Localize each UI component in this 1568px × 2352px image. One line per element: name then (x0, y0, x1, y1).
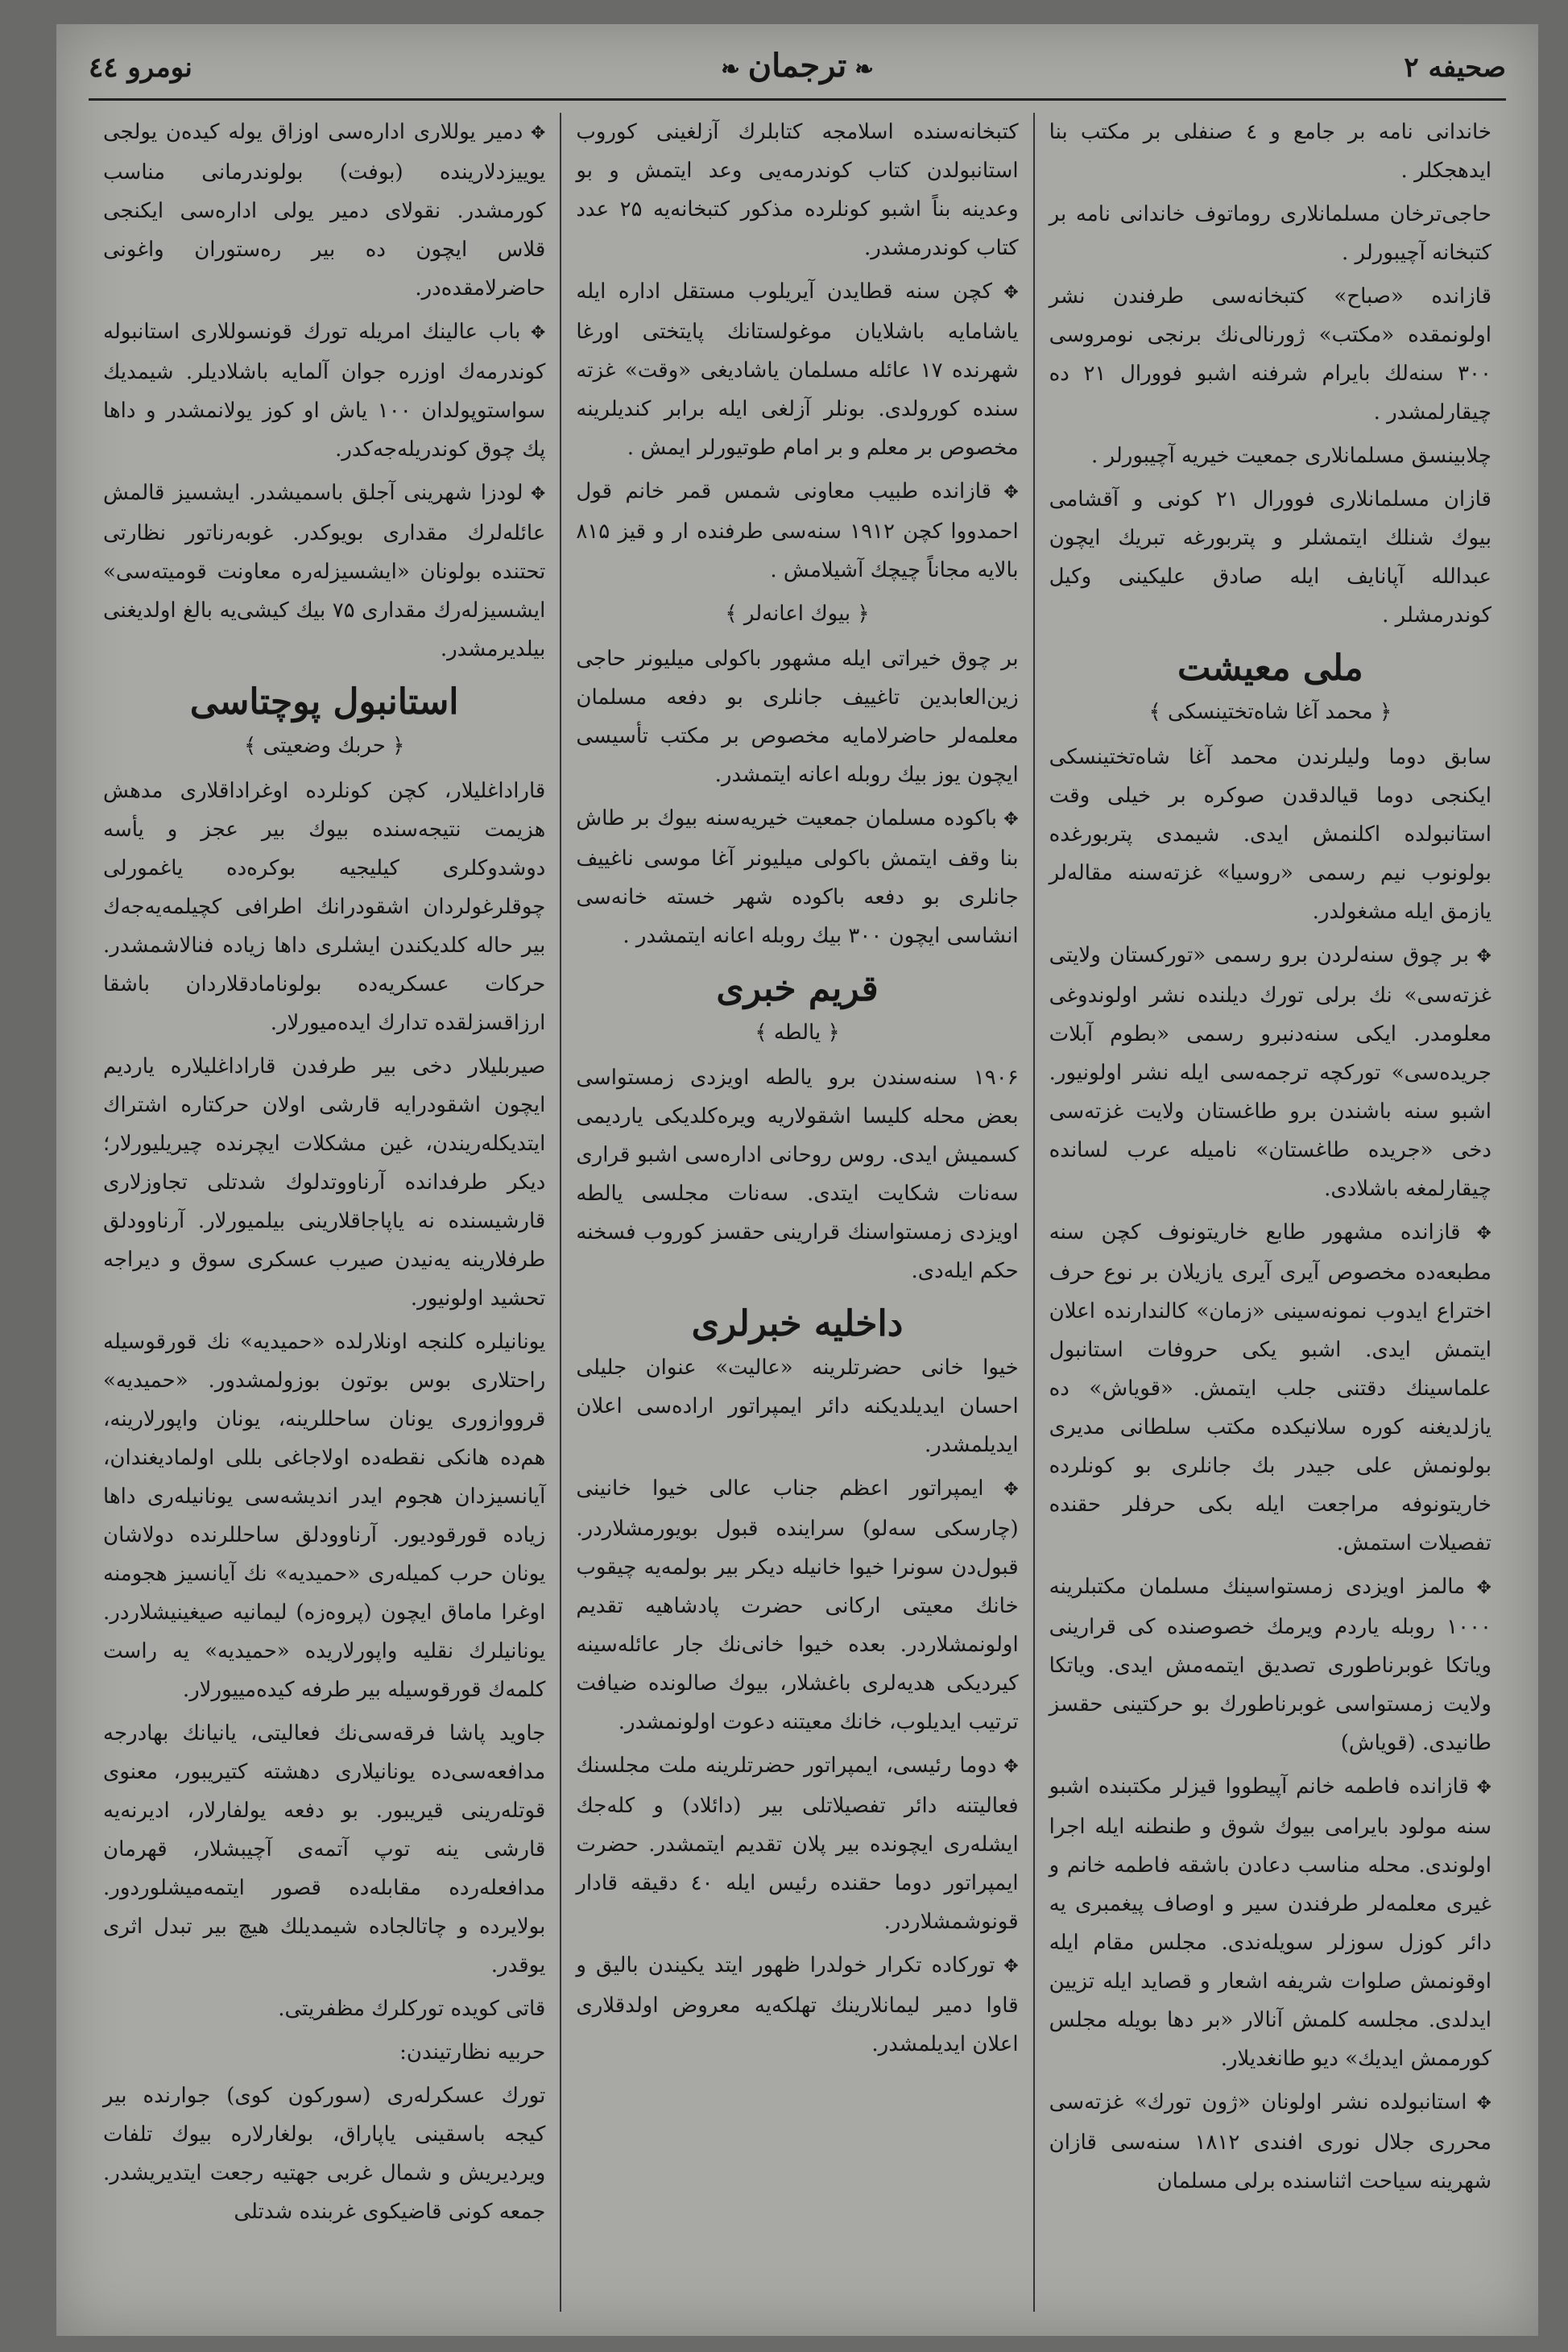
paragraph: قازانده «صباح» کتبخانه‌سی طرفندن نشر اولونمقده «مکتب» ژورنالی‌نك برنجی نومروسی ۳۰۰ سنه‌لك بایرام شرفنه اشبو فوورال ۲۱ ده چیقارلمشدر . (1049, 284, 1491, 424)
columns (89, 113, 1506, 2312)
byline: ﴿ حربك وضعیتی ﴾ (103, 727, 545, 765)
news-item: ✥ تورکاده تکرار خولدرا ظهور ایتد یکیندن بالیق و قاوا دمیر لیمانلارینك تهلکه‌یه معروض اولدقلاری اعلان ایدیلمشدر. (576, 1946, 1018, 2064)
page-number: صحیفه ۲ (1404, 52, 1506, 84)
byline: ﴿ محمد آغا شاه‌تختینسکی ﴾ (1049, 693, 1491, 731)
section-heading: قریم خبری (716, 968, 879, 1009)
news-item: ✥ بر چوق سنه‌لردن برو رسمی «تورکستان ولایتی غزته‌سی» نك برلی تورك دیلنده نشر اولوندوغی معلومدر. ایکی سنه‌دنبرو رسمی «بطوم آبلات جریده‌سی» تورکچه ترجمه‌سی ایله نشر اولونیور. اشبو سنه باشندن برو طاغستان ولایت غزته‌سی دخی «جریده طاغستان» نامیله عرب لسانده چیقارلمغه باشلادی. (1049, 936, 1491, 1208)
paragraph: خاندانی نامه بر جامع و ٤ صنفلی بر مکتب بنا ایدهجکلر . (1049, 120, 1491, 183)
paragraph: حاجی‌ترخان مسلمانلاری روماتوف خاندانی نامه بر کتبخانه آچیبورلر . (1049, 202, 1491, 265)
news-item: ✥ مالمز اویزدی زمستواسینك مسلمان مکتبلرینه ۱۰۰۰ روبله یاردم ویرمك خصوصنده کی قرارینی ویاتکا غوبرناطوری تصدیق ایتمه‌مش ایدی. ویاتکا ولایت زمستواسی غوبرناطورك بو حرکتینی حقسز طانیدی. (قویاش) (1049, 1567, 1491, 1762)
paragraph: قاتی کویده تورکلرك مظفریتی. (278, 1997, 546, 2021)
paragraph: بر چوق خیراتی ایله مشهور باکولی میلیونر حاجی زین‌العابدین تاغییف جانلری بو دفعه مسلمان معلمه‌لر حاضرلامایه مخصوص بر مکتب تأسیسی ایچون یوز بیك روبله اعانه ایتمشدر. (576, 647, 1019, 787)
news-item: ✥ دوما رئیسی، ایمپراتور حضرتلرینه ملت مجلسنك فعالیتنه دائر تفصیلاتلی بیر (دائلاد) و کله‌جك ایشله‌ری ایچونده بیر پلان تقدیم ایتمشدر. حضرت ایمپراتور دوما حقنده رئیس ایله ٤۰ دقیقه قادار قونوشمشلاردر. (576, 1746, 1018, 1941)
section-heading: داخلیه خبرلری (691, 1303, 904, 1344)
column-right (1035, 113, 1506, 2312)
newspaper-title: ❧ ترجمان ❧ (713, 47, 882, 85)
news-item: ✥ قازانده مشهور طابع خاریتونوف کچن سنه مطبعه‌ده مخصوص آیری آیری یازیلان بر نوع حرف اختراع ایدوب نمونه‌سینی «زمان» کالندارنده اعلان ایتمش ایدی. اشبو یکی حروفات استانبول علماسینك دقتنی جلب ایتمش. «قویاش» ده یازلدیغنه کوره سلانیکده مکتب سلطانی مدیری بولونمش علی جیدر بك جانلری بو کونلرده خاریتونوفه مراجعت ایله بکی حرفلر حقنده تفصیلات استمش. (1049, 1213, 1491, 1563)
byline: ﴿ بیوك اعانه‌لر ﴾ (576, 594, 1018, 633)
byline: ﴿ یالطه ﴾ (576, 1013, 1018, 1052)
paragraph: چلابینسق مسلمانلاری جمعیت خیریه آچیبورلر . (1090, 444, 1491, 468)
paragraph: جاوید پاشا فرقه‌سی‌نك فعالیتی، یانیانك بهادرجه مدافعه‌سی‌ده یونانیلاری دهشته کتیریبور، معنوی قوتله‌رینی قیریبور. بو دفعه یولفارلار، ادیرنه‌یه قارشی ینه توپ آتمه‌ی آچیبشلار، قهرمان مدافعله‌رده مقابله‌ده قصور ایتمه‌میشلوردور. بولایرده و چاتالجاده شیمدیلك هیچ بیر تبدل اثری یوقدر. (103, 1721, 546, 1977)
paragraph: کتبخانه‌سنده اسلامجه کتابلرك آزلغینی کوروب استانبولدن کتاب کوندرمه‌یی وعد ایتمش و بو وعدینه بناً اشبو کونلرده مذکور کتبخانه‌یه ۲۵ عدد کتاب کوندرمشدر. (576, 120, 1019, 260)
news-item: ✥ کچن سنه قطایدن آیریلوب مستقل اداره ایله یاشامایه باشلایان موغولستانك پایتختی اورغا شهرنده ۱۷ عائله مسلمان یاشادیغی «وقت» غزته سنده کورولدی. بونلر آزلغی ایله برابر کندیلرینه مخصوص بر معلم و بر امام طوتیورلر ایمش . (576, 272, 1018, 467)
news-item: ✥ قازانده فاطمه خانم آپیطووا قیزلر مکتبنده اشبو سنه مولود بایرامی بیوك شوق و طنطنه ایله اجرا اولوندی. محله مناسب دعادن باشقه فاطمه خانم و غیری معلمه‌لر طرفندن سیر و اوصاف پیغمبری یه دائر کوزل سوزلر سویله‌ندی. مجلس مقام ایله اوقونمش صلوات شریفه اشعار و قصاید ایله تزیین ایدلدی. مجلسه کلمش آنالار «بر دها بویله مجلس کورممش ایدیك» دیو طانغدیلار. (1049, 1767, 1491, 2078)
paragraph: تورك عسکرله‌ری (سوركون کوی) جوارنده بیر کیجه باسقینی یاپاراق، بولغارلاره بیوك تلفات ویردیریش و شمال غربی جهتیه رجعت ایتدیریشدر. جمعه کونی قاضیکوی غربنده شدتلی (103, 2084, 546, 2224)
paragraph: قاراداغلیلار، کچن کونلرده اوغراداقلاری مدهش هزیمت نتیجه‌سنده بیوك بیر عجز و یأسه دوشدوکلری کیلیجیه بوکره‌ده یاغمورلی چوقلرغولردان اشقودرانك اطرافی کچیلمه‌یه‌جه‌ك بیر حاله کلدیکندن ایشلری داها زیاده فنالاشمشدر. حرکات عسکریه‌ده بولونامادقلاردان باشقا ارزاقسزلقده تدارك ایده‌میورلار. (103, 779, 546, 1035)
column-middle (561, 113, 1034, 2312)
column-left (89, 113, 561, 2312)
newspaper-page (56, 24, 1538, 2336)
news-item: ✥ باکوده مسلمان جمعیت خیریه‌سنه بیوك بر طاش بنا وقف ایتمش باکولی میلیونر آغا موسی ناغییف جانلری بو دفعه باکوده شهر خسته خانه‌سی انشاسی ایچون ۳۰۰ بیك روبله اعانه ایتمشدر . (576, 799, 1018, 955)
news-item: ✥ باب عالینك امریله تورك قونسوللاری استانبوله کوندرمه‌ك اوزره جوان آلمایه باشلادیلر. شیمدیك سواستوپولدان ۱۰۰ یاش او کوز یولانمشدر و داها پك چوق کوندریله‌جه‌کدر. (103, 313, 545, 469)
paragraph: صیربلیلار دخی بیر طرفدن قاراداغلیلاره یاردیم ایچون اشقودرایه قارشی اولان حرکتاره اشتراك ایتدیکله‌ریندن، غین مشکلات ایچرنده چیریلیورلار؛ دیکر طرفدانده آرناووتدلوك شدتلی تجاوزلاری قارشیسنده نه یاپاجاقلارینی بیلمیورلار. آرناوودلق طرفلارینه یه‌نیدن صیرب عسکری سوق و دیراجه تحشید اولونیور. (103, 1054, 546, 1311)
paragraph: قازان مسلمانلاری فوورال ۲۱ کونی و آقشامی بیوك شنلك ایتمشلر و پتربورغه تبریك ایچون عبدالله آپانایف ایله صادق علیکینی وکیل کوندرمشلر . (1049, 487, 1491, 627)
news-item: ✥ ایمپراتور اعظم جناب عالی خیوا خانینی (چارسکی سه‌لو) سراینده قبول بویورمشلاردر. قبول‌دن سونرا خیوا خانیله دیکر بیر بولمه‌یه چیقوب خانك معیتی ارکانی حضرت پادشاهیه تقدیم اولونمشلاردر. بعده خیوا خانی‌نك جار عائله‌سینه کیردیکی هدیه‌لری باغشلار، بیوك صالونده ضیافت ترتیب ایدیلوب، خانك معیتنه دعوت اولونمشدر. (576, 1469, 1018, 1741)
section-heading: ملی معیشت (1177, 648, 1363, 689)
news-item: ✥ دمیر یوللاری اداره‌سی اوزاق یوله کیده‌ن یولجی یوییزدلارینده (بوفت) بولوندرمانی مناسب کورمشدر. نقولای دمیر یولی اداره‌سی ایکنجی قلاس ایچون ده بیر ره‌ستوران واغونی حاضرلامقده‌در. (103, 113, 545, 308)
paragraph: سابق دوما ولیلرندن محمد آغا شاه‌تختینسکی ایکنجی دوما قیالدقدن صوکره بر خیلی وقت استانبولده اکلنمش ایدی. شیمدی پتربورغده بولونوب نیم رسمی «روسیا» غزته‌سنه مقاله‌لر یازمق ایله مشغولدر. (1049, 745, 1491, 924)
issue-number: نومرو ٤٤ (89, 52, 192, 84)
news-item: ✥ استانبولده نشر اولونان «ژون تورك» غزته‌سی محرری جلال نوری افندی ۱۸۱۲ سنه‌سی قازان شهرینه سیاحت اثناسنده برلی مسلمان (1049, 2083, 1491, 2201)
paragraph: ۱۹۰۶ سنه‌سندن برو یالطه اویزدی زمستواسی بعض محله کلیسا اشقولاریه ویره‌کلدیکی یاردیمی کسمیش ایدی. روس روحانی اداره‌سی اشبو قراری سه‌نات شکایت ایتدی. سه‌نات مجلسی یالطه اویزدی زمستواسنك قرارینی حقسز کوروب فسخنه حکم ایله‌دی. (576, 1066, 1019, 1283)
news-item: ✥ قازانده طبیب معاونی شمس قمر خانم قول احمدووا کچن ۱۹۱۲ سنه‌سی طرفنده ار و قیز ۸۱۵ بالایه مجاناً چیچك آشیلامش . (576, 472, 1018, 590)
paragraph: خیوا خانی حضرتلرینه «عالیت» عنوان جلیلی احسان ایدیلدیکنه دائر ایمپراتور اراده‌سی اعلان ایدیلمشدر. (576, 1356, 1019, 1457)
paragraph: یونانیلره کلنجه اونلارلده «حمیدیه» نك قورقوسیله راحتلاری بوس بوتون بوزولمشدور. «حمیدیه» قرووازوری یونان ساحللرینه، یونان واپورلارینه، هم‌ده هانکی نقطه‌ده اولاجاغی بللی اولمادیغندان، آیانسیزدان هجوم ایدر اندیشه‌سی یونانیله‌ری داها زیاده قورقودیور. آرناوودلق ساحللرنده دولاشان یونان حرب کمیله‌ری «حمیدیه» نك آیانسیز هجومنه اوغرا ماماق ایچون (پروه‌زه) لیمانیه صیغینیشلاردر. یونانیلرك نقلیه واپورلاریده «حمیدیه» یه راست کلمه‌ك قورقوسیله بیر طرفه کیده‌مییورلار. (103, 1330, 546, 1702)
paragraph: حربیه نظارتیندن: (399, 2040, 546, 2064)
section-heading: استانبول پوچتاسی (189, 681, 459, 723)
page-header (89, 42, 1506, 101)
news-item: ✥ لودزا شهرینی آجلق باسمیشدر. ایشسیز قالمش عائله‌لرك مقداری بویوکدر. غوبه‌رناتور نظارتی تحتنده بولونان «ایشسیزله‌ره معاونت قومیته‌سی» ایشسیزله‌رك مقداری ۷۵ بیك کیشی‌یه بالغ اولدیغنی بیلدیرمشدر. (103, 474, 545, 669)
